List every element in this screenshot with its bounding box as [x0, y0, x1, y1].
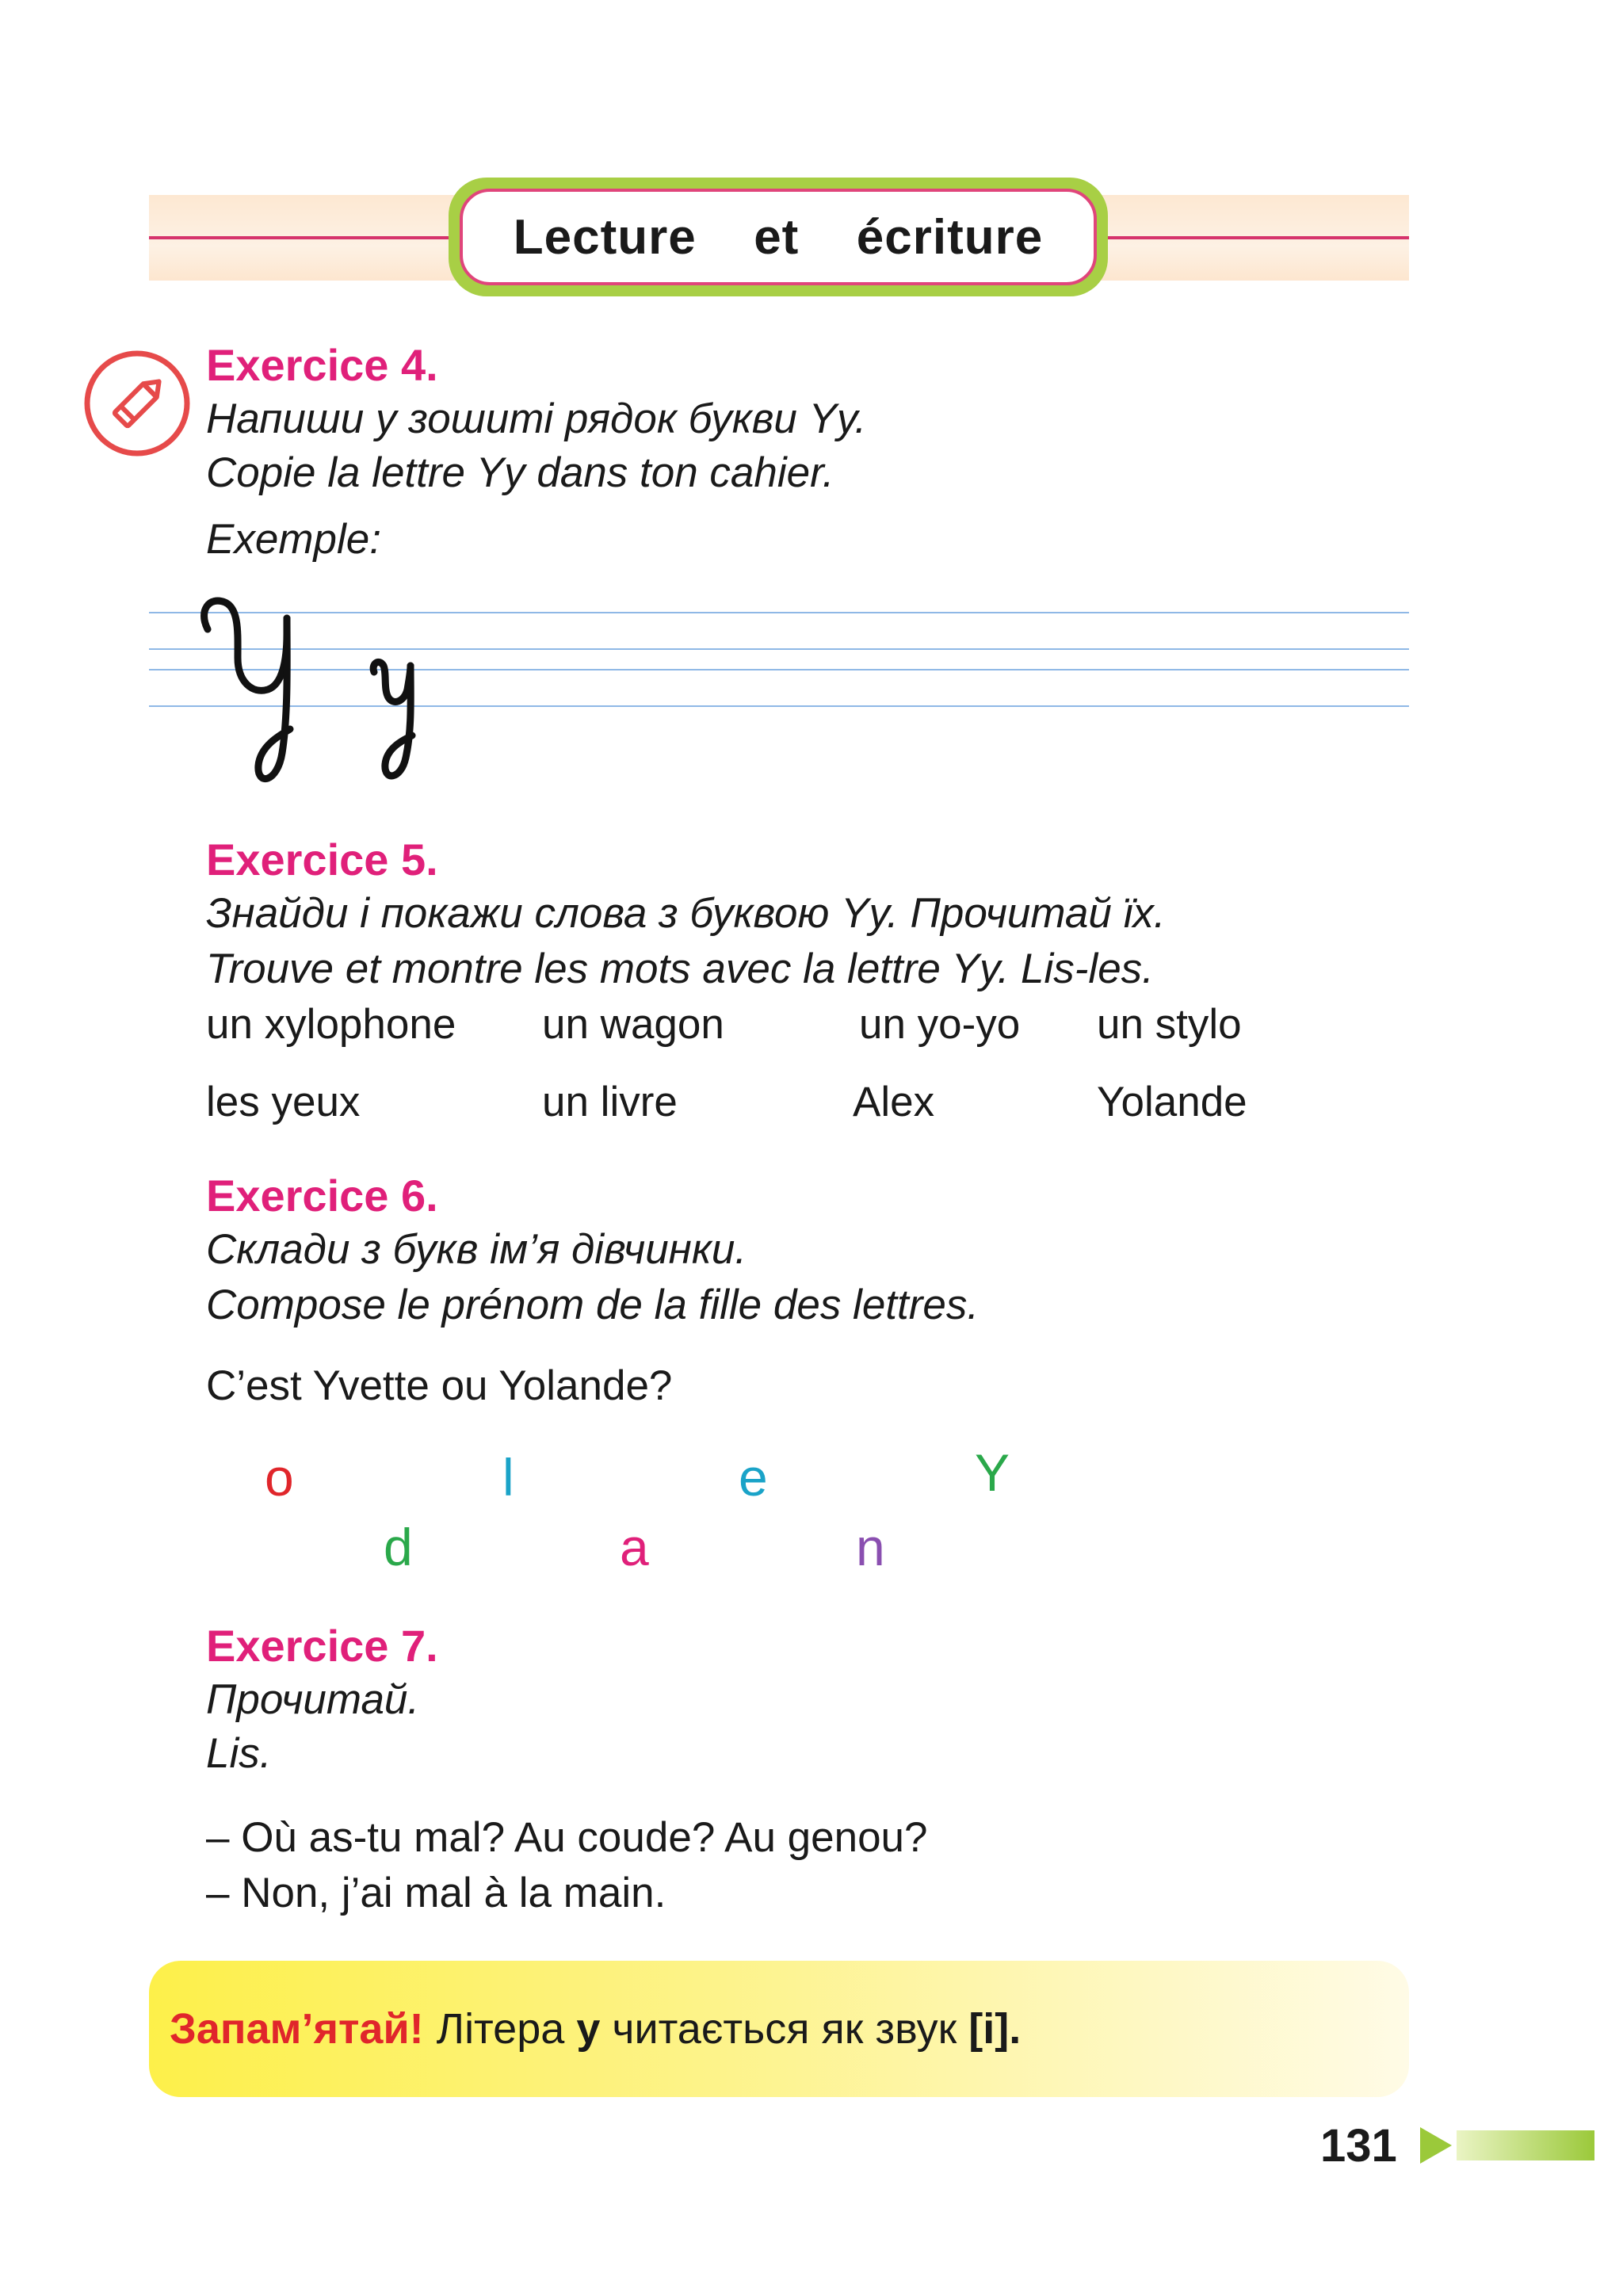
pencil-icon [82, 349, 192, 458]
exercise-7-heading: Exercice 7. [206, 1621, 438, 1671]
scrambled-letter: l [502, 1448, 514, 1507]
dialogue-line: – Où as-tu mal? Au coude? Au genou? [206, 1814, 928, 1861]
exercise-7-instruction-uk: Прочитай. [206, 1676, 420, 1723]
exercise-4-example-label: Exemple: [206, 516, 381, 563]
scrambled-letter: d [384, 1518, 413, 1576]
remember-label: Запам’ятай! [170, 2005, 424, 2053]
remember-box [149, 1961, 1409, 2097]
exercise-6-heading: Exercice 6. [206, 1171, 438, 1221]
exercise-6-instruction-fr: Compose le prénom de la fille des lettres. [206, 1282, 980, 1328]
remember-sound: [i]. [968, 2005, 1022, 2053]
exercise-4-instruction-uk: Напиши у зошиті рядок букви Yy. [206, 395, 867, 442]
exercise-5-instruction-fr: Trouve et montre les mots avec la lettre Yy. Lis-les. [206, 946, 1154, 992]
remember-text-before: Літера [436, 2005, 565, 2053]
word-item: les yeux [206, 1079, 361, 1125]
exercise-4-instruction-fr: Copie la lettre Yy dans ton cahier. [206, 449, 834, 496]
scrambled-letter: a [620, 1518, 649, 1576]
scrambled-letter: Y [975, 1443, 1010, 1502]
page-title: Lecture et écriture [513, 209, 1044, 265]
dialogue-line: – Non, j’ai mal à la main. [206, 1870, 666, 1916]
exercise-5-heading: Exercice 5. [206, 835, 438, 884]
remember-text [437, 2004, 1022, 2053]
page-arrow-icon [1420, 2127, 1594, 2164]
exercise-4-heading: Exercice 4. [206, 340, 438, 390]
header-line-right [1103, 236, 1409, 239]
scrambled-letter: e [739, 1448, 768, 1507]
header-pill [449, 178, 1108, 296]
header-pill-inner [460, 189, 1097, 285]
word-item: un wagon [542, 1001, 724, 1048]
exercise-6-question: C’est Yvette ou Yolande? [206, 1362, 673, 1409]
remember-text-middle: читається як звук [612, 2005, 957, 2053]
word-item: Yolande [1097, 1079, 1247, 1125]
header-line-left [149, 236, 453, 239]
word-item: un xylophone [206, 1001, 456, 1048]
page-number: 131 [1320, 2120, 1397, 2172]
word-item: Alex [853, 1079, 935, 1125]
exercise-7-instruction-fr: Lis. [206, 1730, 272, 1777]
word-item: un yo-yo [859, 1001, 1021, 1048]
cursive-yy-example [190, 579, 444, 793]
exercise-6-instruction-uk: Склади з букв ім’я дівчинки. [206, 1226, 747, 1273]
exercise-5-instruction-uk: Знайди і покажи слова з буквою Yy. Прочитай їх. [206, 890, 1166, 937]
word-item: un livre [542, 1079, 678, 1125]
scrambled-letter: n [856, 1518, 885, 1576]
scrambled-letter: o [265, 1448, 294, 1507]
remember-letter: y [576, 2005, 601, 2053]
word-item: un stylo [1097, 1001, 1242, 1048]
